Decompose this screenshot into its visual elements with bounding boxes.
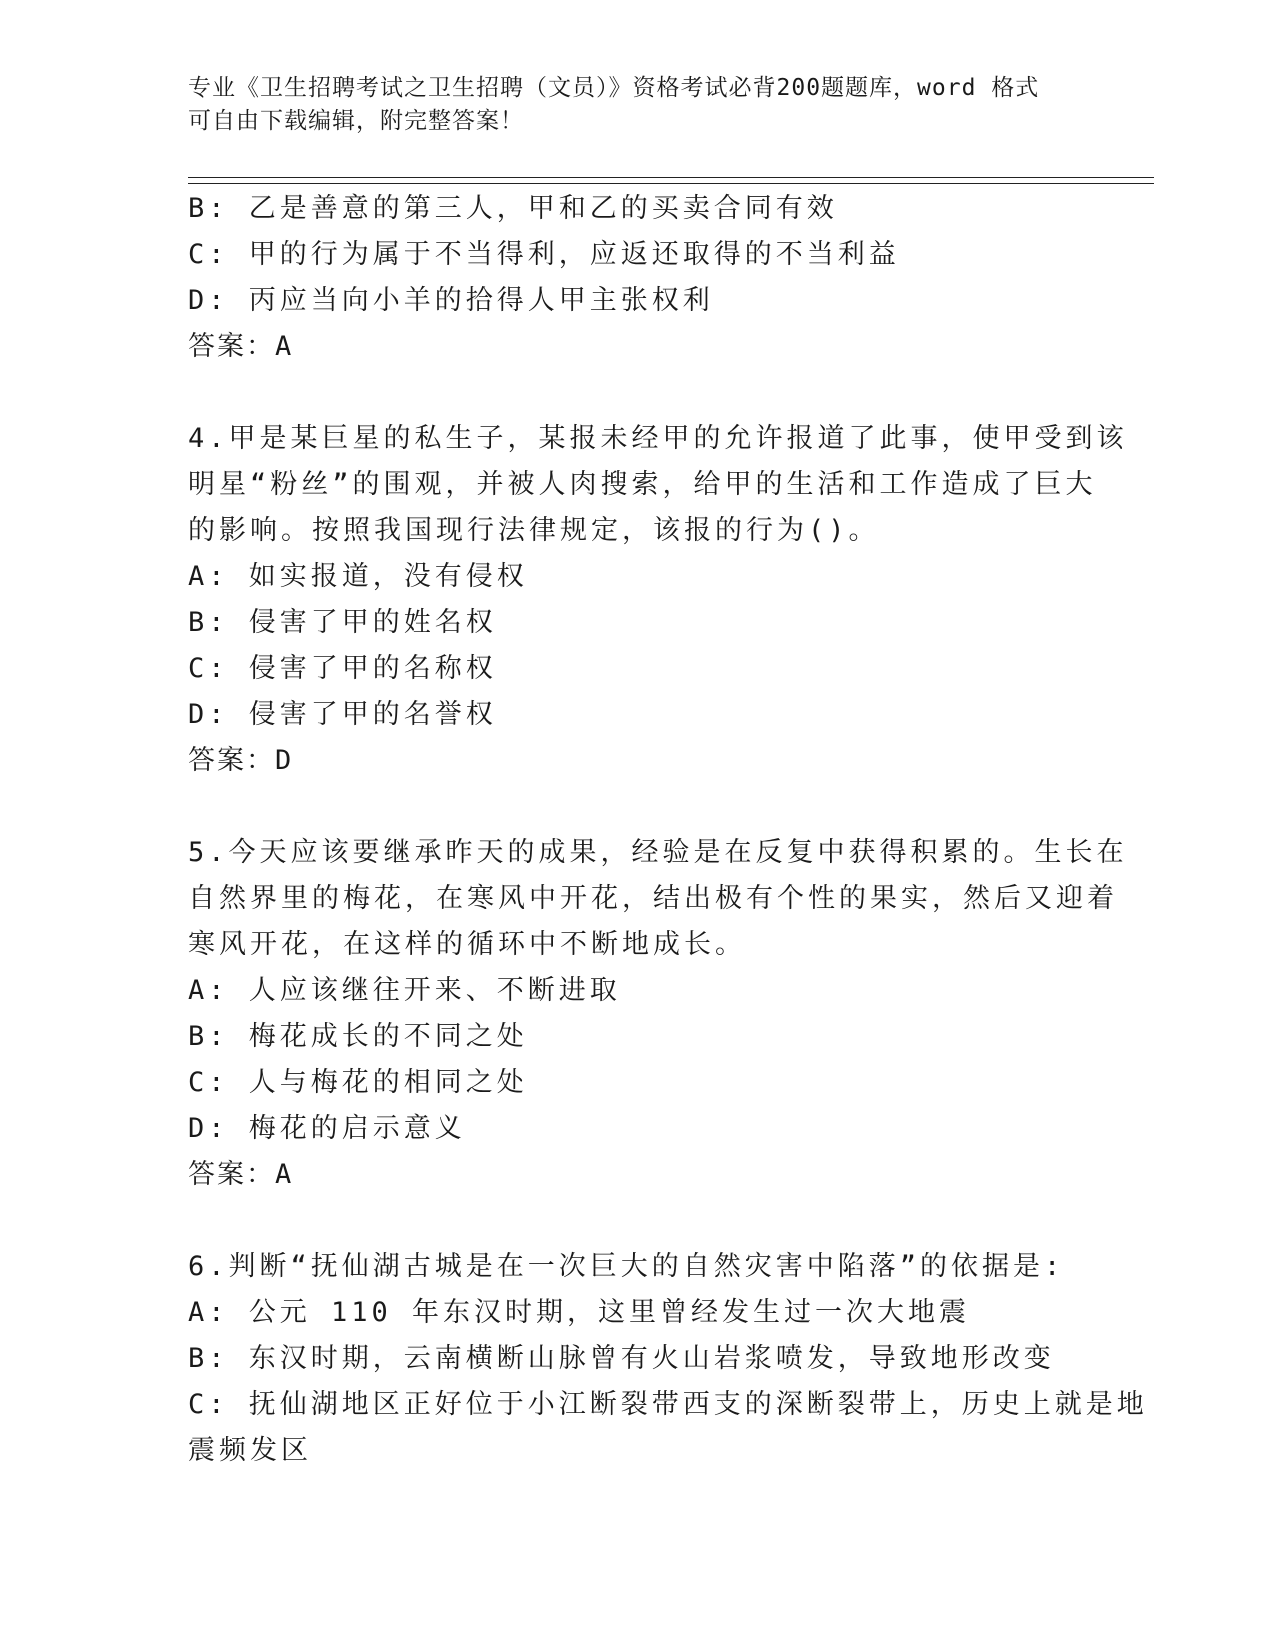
question-stem-line: 5.今天应该要继承昨天的成果，经验是在反复中获得积累的。生长在: [188, 837, 1128, 868]
option-a: A: 人应该继往开来、不断进取: [188, 975, 621, 1006]
option-c-continuation: 震频发区: [188, 1435, 312, 1466]
question-stem-line: 6.判断“抚仙湖古城是在一次巨大的自然灾害中陷落”的依据是:: [188, 1251, 1065, 1282]
answer-line: 答案：D: [188, 745, 294, 776]
question-stem-line: 明星“粉丝”的围观，并被人肉搜索，给甲的生活和工作造成了巨大: [188, 469, 1097, 500]
option-c: C: 人与梅花的相同之处: [188, 1067, 528, 1098]
option-d: D: 侵害了甲的名誉权: [188, 699, 497, 730]
question-5: [188, 830, 1128, 1198]
option-b: B: 东汉时期，云南横断山脉曾有火山岩浆喷发，导致地形改变: [188, 1343, 1055, 1374]
question-3-tail: [188, 186, 1088, 370]
header-divider-bottom: [188, 183, 1154, 184]
option-c: C: 侵害了甲的名称权: [188, 653, 497, 684]
option-d: D: 丙应当向小羊的拾得人甲主张权利: [188, 285, 714, 316]
option-d: D: 梅花的启示意义: [188, 1113, 466, 1144]
answer-line: 答案：A: [188, 1159, 294, 1190]
option-a: A: 公元 110 年东汉时期，这里曾经发生过一次大地震: [188, 1297, 971, 1328]
question-stem-line: 4.甲是某巨星的私生子，某报未经甲的允许报道了此事，使甲受到该: [188, 423, 1128, 454]
question-4: [188, 416, 1128, 784]
header-divider-top: [188, 177, 1154, 178]
option-c: C: 抚仙湖地区正好位于小江断裂带西支的深断裂带上，历史上就是地: [188, 1389, 1148, 1420]
question-6: [188, 1244, 1148, 1474]
header-title-line-1: 专业《卫生招聘考试之卫生招聘（文员）》资格考试必背200题题库，word 格式: [188, 75, 1040, 101]
option-c: C: 甲的行为属于不当得利，应返还取得的不当利益: [188, 239, 900, 270]
header-title-line-2: 可自由下载编辑，附完整答案！: [188, 108, 524, 134]
page-header: [188, 72, 1068, 138]
option-b: B: 梅花成长的不同之处: [188, 1021, 528, 1052]
spacer: [188, 784, 1088, 830]
option-a: A: 如实报道，没有侵权: [188, 561, 528, 592]
question-stem-line: 的影响。按照我国现行法律规定，该报的行为()。: [188, 515, 880, 546]
question-stem-line: 自然界里的梅花，在寒风中开花，结出极有个性的果实，然后又迎着: [188, 883, 1118, 914]
spacer: [188, 1198, 1088, 1244]
option-b: B: 乙是善意的第三人，甲和乙的买卖合同有效: [188, 193, 838, 224]
question-content: [188, 186, 1148, 1474]
option-b: B: 侵害了甲的姓名权: [188, 607, 497, 638]
question-stem-line: 寒风开花，在这样的循环中不断地成长。: [188, 929, 746, 960]
spacer: [188, 370, 1088, 416]
answer-line: 答案：A: [188, 331, 294, 362]
